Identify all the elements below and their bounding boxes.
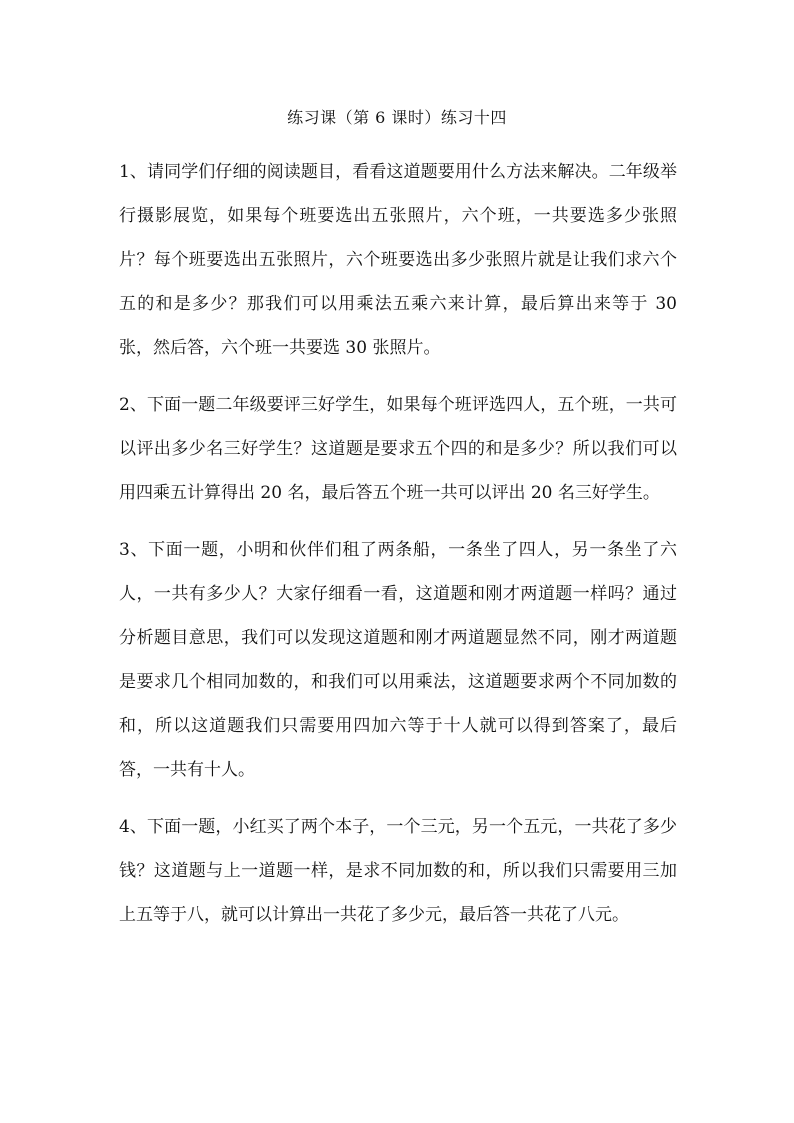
paragraph-1: 1、请同学们仔细的阅读题目，看看这道题要用什么方法来解决。二年级举行摄影展览，如果每个班要选出五张照片，六个班，一共要选多少张照片？每个班要选出五张照片，六个班要选出多少张照片就是让我们求六个五的和是多少？那我们可以用乘法五乘六来计算，最后算出来等于 30 张，然后答，六个班一共要选 30 张照片。 xyxy=(119,162,677,358)
page-title: 练习课（第 6 课时）练习十四 xyxy=(287,108,507,127)
paragraph-3: 3、下面一题，小明和伙伴们租了两条船，一条坐了四人，另一条坐了六人，一共有多少人？大家仔细看一看，这道题和刚才两道题一样吗？通过分析题目意思，我们可以发现这道题和刚才两道题显然不同，刚才两道题是要求几个相同加数的，和我们可以用乘法，这道题要求两个不同加数的和，所以这道题我们只需要用四加六等于十人就可以得到答案了，最后答，一共有十人。 xyxy=(119,540,677,780)
paragraph-4: 4、下面一题，小红买了两个本子，一个三元，另一个五元，一共花了多少钱？这道题与上一道题一样，是求不同加数的和，所以我们只需要用三加上五等于八，就可以计算出一共花了多少元，最后答一共花了八元。 xyxy=(119,817,677,925)
paragraph-2: 2、下面一题二年级要评三好学生，如果每个班评选四人，五个班，一共可以评出多少名三好学生？这道题是要求五个四的和是多少？所以我们可以用四乘五计算得出 20 名，最后答五个班一共可以评出 20 名三好学生。 xyxy=(119,395,677,503)
document-body xyxy=(119,150,677,950)
